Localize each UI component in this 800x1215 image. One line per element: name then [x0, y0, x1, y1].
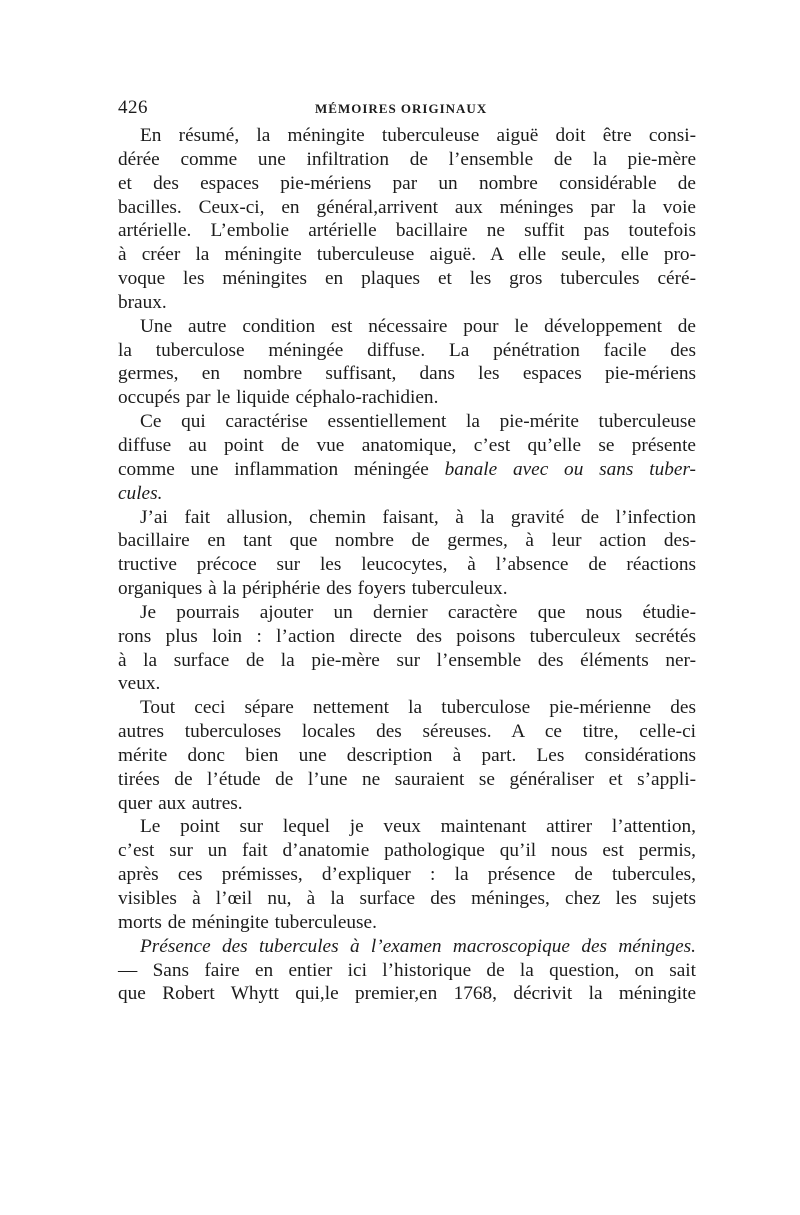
- text-line: la tuberculose méningée diffuse. La pénétration facile des: [118, 339, 696, 361]
- text-line: que Robert Whytt qui,le premier,en 1768, décrivit la méningite: [118, 983, 696, 1005]
- text-line: voque les méningites en plaques et les gros tubercules céré-: [118, 268, 696, 290]
- text-line: Le point sur lequel je veux maintenant attirer l’attention,: [140, 816, 696, 838]
- text-line: morts de méningite tuberculeuse.: [118, 911, 377, 933]
- text-line: après ces prémisses, d’expliquer : la présence de tubercules,: [118, 864, 696, 886]
- text-line: dérée comme une infiltration de l’ensemble de la pie-mère: [118, 148, 696, 170]
- running-head: [118, 97, 698, 121]
- text-line: cules.: [118, 482, 163, 504]
- text-line: organiques à la périphérie des foyers tuberculeux.: [118, 578, 508, 600]
- text-line: bacillaire en tant que nombre de germes, à leur action des-: [118, 530, 696, 552]
- section-heading: Présence des tubercules à l’examen macroscopique des méninges.: [140, 935, 696, 957]
- text-line: tructive précoce sur les leucocytes, à l’absence de réactions: [118, 554, 696, 576]
- text-line: J’ai fait allusion, chemin faisant, à la gravité de l’infection: [140, 506, 696, 528]
- text-line: mérite donc bien une description à part. Les considérations: [118, 744, 696, 766]
- running-title: MÉMOIRES ORIGINAUX: [315, 101, 488, 116]
- text-line: germes, en nombre suffisant, dans les espaces pie-mériens: [118, 363, 696, 385]
- text-line: Ce qui caractérise essentiellement la pie-mérite tuberculeuse: [140, 411, 696, 433]
- text-line: diffuse au point de vue anatomique, c’est qu’elle se présente: [118, 434, 696, 456]
- text-line: et des espaces pie-mériens par un nombre considérable de: [118, 172, 696, 194]
- text-line: occupés par le liquide céphalo-rachidien.: [118, 387, 439, 409]
- text-line: quer aux autres.: [118, 792, 243, 814]
- body-text: [118, 124, 696, 1006]
- text-line: braux.: [118, 291, 167, 313]
- text-line: autres tuberculoses locales des séreuses. A ce titre, celle-ci: [118, 721, 696, 743]
- text-line: Tout ceci sépare nettement la tuberculose pie-mérienne des: [140, 697, 696, 719]
- text-segment: comme une inflammation méningée: [118, 458, 445, 480]
- text-line: à créer la méningite tuberculeuse aiguë. A elle seule, elle pro-: [118, 244, 696, 266]
- text-line: artérielle. L’embolie artérielle bacillaire ne suffit pas toutefois: [118, 220, 696, 242]
- text-line: rons plus loin : l’action directe des poisons tuberculeux secrétés: [118, 625, 696, 647]
- text-line: veux.: [118, 673, 161, 695]
- text-line: — Sans faire en entier ici l’historique de la question, on sait: [118, 959, 696, 981]
- page-number: 426: [118, 97, 148, 118]
- text-line: tirées de l’étude de l’une ne sauraient se généraliser et s’appli-: [118, 768, 696, 790]
- text-line: visibles à l’œil nu, à la surface des méninges, chez les sujets: [118, 888, 696, 909]
- text-line: bacilles. Ceux-ci, en général,arrivent aux méninges par la voie: [118, 196, 696, 218]
- text-line: à la surface de la pie-mère sur l’ensemble des éléments ner-: [118, 649, 696, 671]
- text-line: Je pourrais ajouter un dernier caractère que nous étudie-: [140, 601, 696, 623]
- text-line: c’est sur un fait d’anatomie pathologique qu’il nous est permis,: [118, 840, 696, 862]
- italic-segment: banale avec ou sans tuber-: [444, 458, 696, 480]
- text-line: [118, 458, 696, 482]
- text-line: Une autre condition est nécessaire pour le développement de: [140, 315, 696, 337]
- text-line: En résumé, la méningite tuberculeuse aiguë doit être consi-: [140, 125, 696, 146]
